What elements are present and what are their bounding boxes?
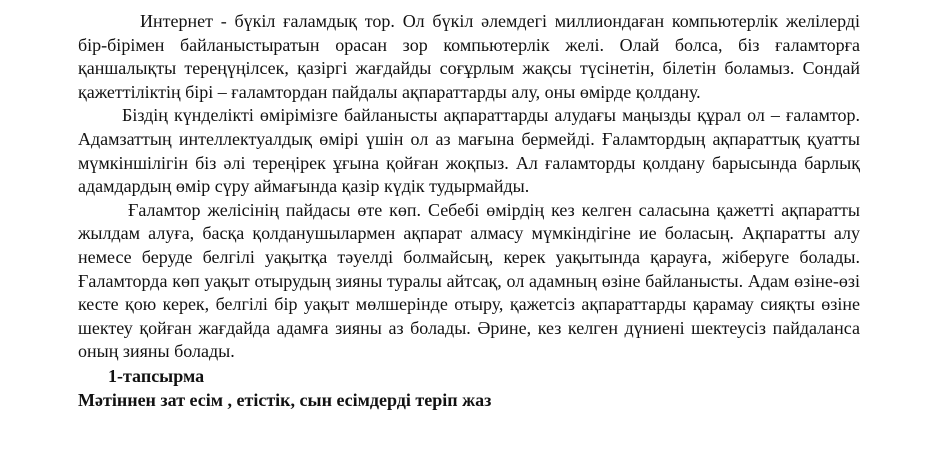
task-heading: 1-тапсырма bbox=[108, 365, 205, 386]
paragraph-internet-definition: Интернет - бүкіл ғаламдық тор. Ол бүкіл әлемдегі миллиондаған компьютерлік желілерді бір-бірімен байланыстыратын орасан зор компьютерлік желі. Олай болса, біз ғаламторға қаншалықты тереңүңілсек, қазіргі жағдайды соғұрлым жақсы түсінетін, білетін боламыз. Сондай қажеттіліктің бірі – ғаламтордан пайдалы ақпараттарды алу, оны өмірде қолдану. bbox=[78, 11, 860, 102]
paragraph-internet-importance: Біздің күнделікті өмірімізге байланысты ақпараттарды алудағы маңызды құрал ол – ғаламтор. Адамзаттың интеллектуалдық өмірі үшін ол аз мағына бермейді. Ғаламтордың ақпараттық қуатты мүмкіншілігін біз әлі тереңірек ұғына қойған жоқпыз. Ал ғаламторды қолдану барысында барлық адамдардың өмір сүру аймағында қазір күдік тудырмайды. bbox=[78, 105, 860, 197]
task-instruction: Мәтіннен зат есім , етістік, сын есімдерді теріп жаз bbox=[78, 389, 492, 410]
paragraph-internet-benefits: Ғаламтор желісінің пайдасы өте көп. Себебі өмірдің кез келген саласына қажетті ақпаратты жылдам алуға, басқа қолданушылармен ақпарат алмасу мүмкіндігіне ие боласың. Ақпаратты алу немесе беруде белгілі уақытқа тәуелді болмайсың, керек уақытында қарауға, жіберуге болады. Ғаламторда көп уақыт отырудың зияны туралы айтсақ, ол адамның өзіне байланысты. Адам өзіне-өзі кесте қою керек, белгілі бір уақыт мөлшерінде отыру, қажетсіз ақпараттарды қарамау сияқты өзіне шектеу қойған жағдайда адамға зияны аз болады. Әрине, кез келген дүниені шектеусіз пайдаланса оның зияны болады. bbox=[78, 199, 860, 362]
document-page bbox=[78, 10, 860, 412]
